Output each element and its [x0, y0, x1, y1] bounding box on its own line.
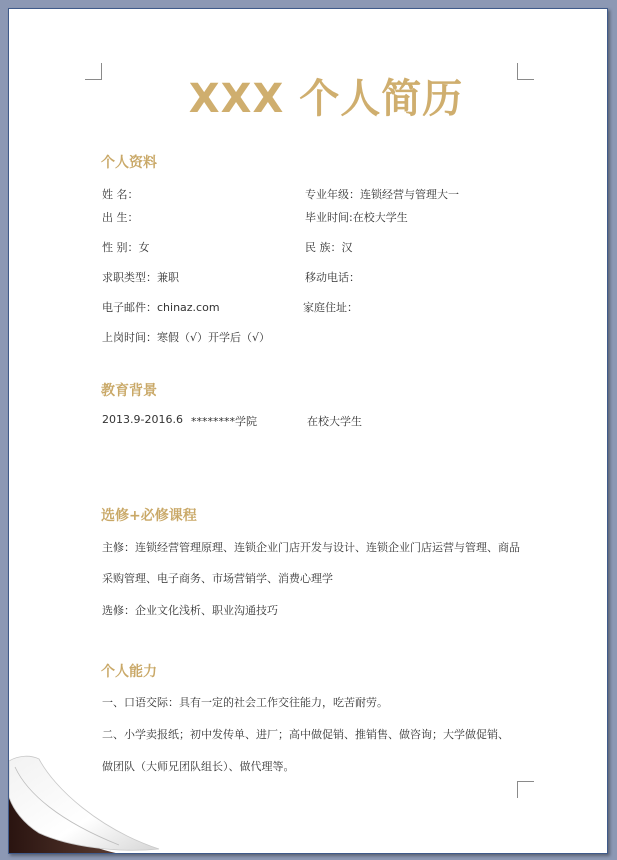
crop-mark-bottom-right	[517, 781, 534, 798]
ability-item-2-line-1: 二、小学卖报纸；初中发传单、进厂；高中做促销、推销售、做咨询；大学做促销、	[102, 728, 509, 741]
page-curl-decoration	[9, 749, 209, 854]
field-graduation: 毕业时间:在校大学生	[305, 211, 408, 224]
education-school: ********学院	[191, 415, 257, 428]
section-heading-abilities: 个人能力	[101, 664, 157, 680]
field-email: 电子邮件：chinaz.com	[102, 301, 220, 314]
section-heading-courses: 选修+必修课程	[101, 508, 197, 524]
field-mobile: 移动电话：	[305, 271, 360, 284]
education-period: 2013.9-2016.6	[102, 413, 183, 426]
courses-elective: 选修：企业文化浅析、职业沟通技巧	[102, 604, 278, 617]
resume-title: XXX 个人简历	[188, 76, 464, 122]
courses-major-line-2: 采购管理、电子商务、市场营销学、消费心理学	[102, 572, 333, 585]
ability-item-2-line-2: 做团队（大师兄团队组长）、做代理等。	[102, 760, 295, 773]
field-name: 姓 名：	[102, 188, 139, 201]
field-job-type: 求职类型：兼职	[102, 271, 179, 284]
section-heading-personal: 个人资料	[101, 155, 157, 171]
section-heading-education: 教育背景	[101, 383, 157, 399]
education-status: 在校大学生	[307, 415, 362, 428]
field-availability: 上岗时间：寒假（√）开学后（√）	[102, 331, 271, 344]
field-birth: 出 生：	[102, 211, 139, 224]
ability-item-1: 一、口语交际：具有一定的社会工作交往能力，吃苦耐劳。	[102, 696, 388, 709]
field-ethnicity: 民 族：汉	[305, 241, 353, 254]
field-gender: 性 别：女	[102, 241, 150, 254]
document-page	[8, 8, 608, 854]
field-address: 家庭住址：	[303, 301, 358, 314]
field-major: 专业年级：连锁经营与管理大一	[305, 188, 459, 201]
courses-major-line-1: 主修：连锁经营管理原理、连锁企业门店开发与设计、连锁企业门店运营与管理、商品	[102, 541, 520, 554]
